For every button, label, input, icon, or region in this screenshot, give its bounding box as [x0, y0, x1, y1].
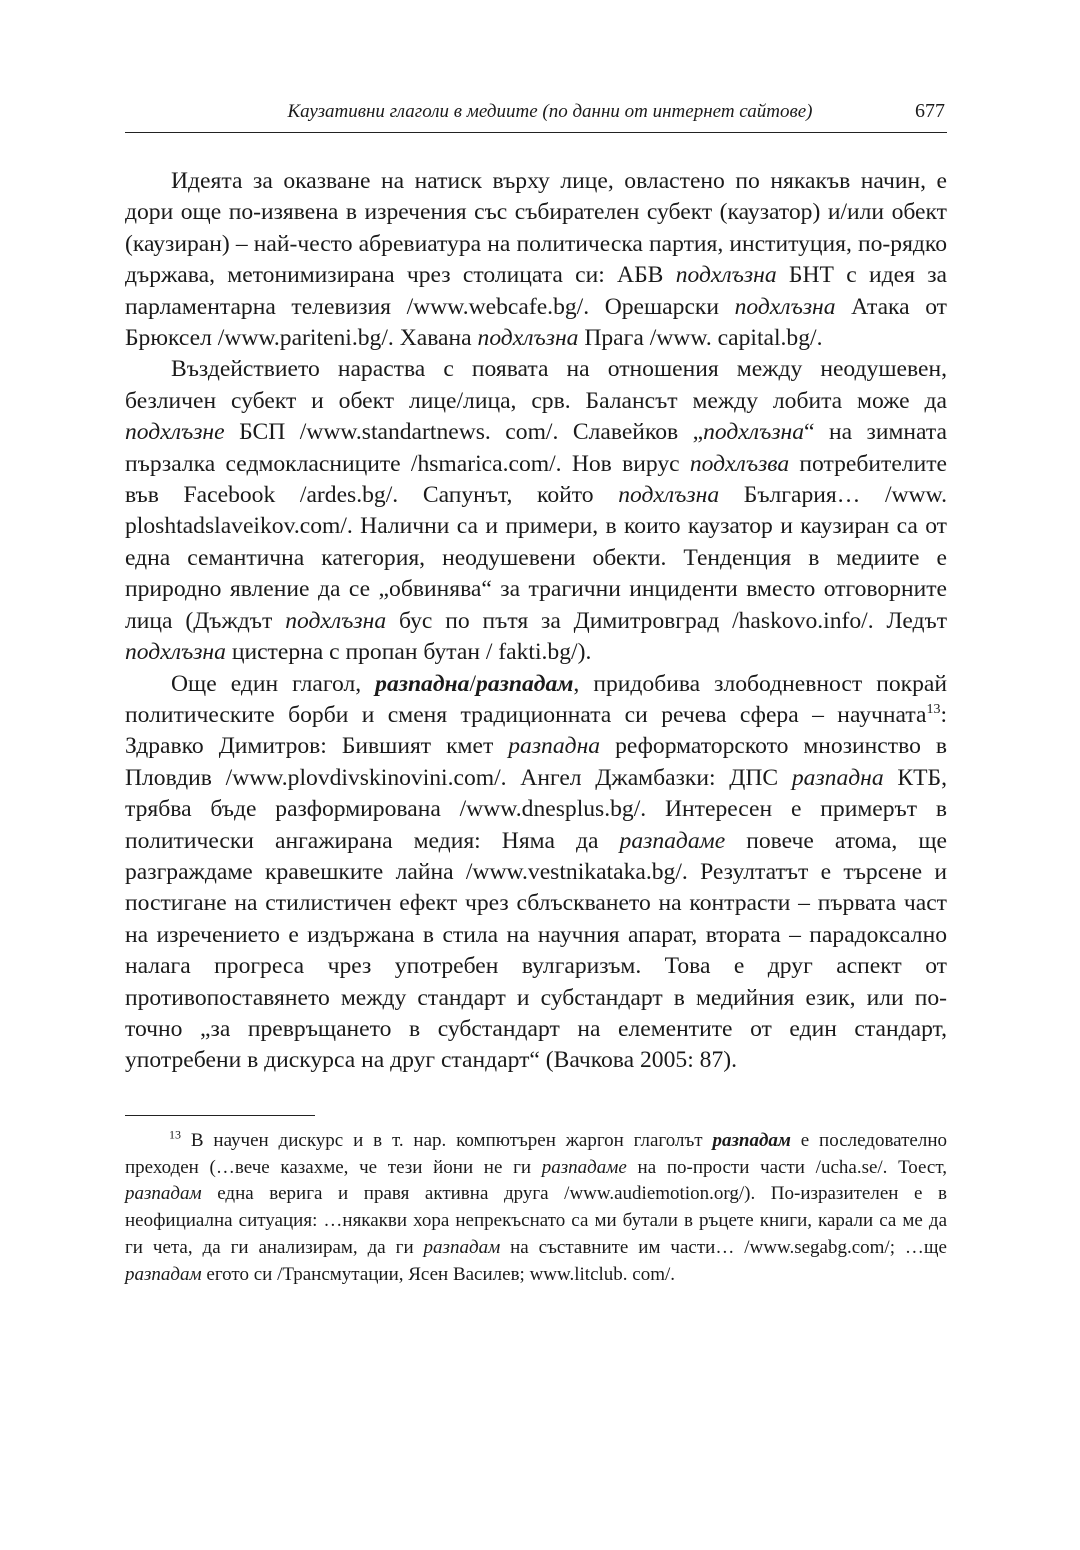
body-text: [125, 166, 947, 1077]
bold-italic-term: разпадна: [375, 670, 470, 697]
italic-term: подхлъзна: [703, 419, 805, 446]
footnote-separator: [125, 1115, 315, 1116]
italic-term: разпадаме: [541, 1156, 627, 1178]
paragraph: [125, 669, 947, 1077]
text-run: , придобива злободневност покрай политическите борби и сменя традиционната си речева сфера – научната: [125, 670, 947, 728]
italic-term: разпадна: [791, 764, 884, 791]
text-run: България… /www. ploshtadslaveikov.com/. Налични са и примери, в които каузатор и каузиран са от една семантична категория, неодушевени обекти. Тенденция в медиите е природно явление да се „обвинява“ за трагични инциденти вместо отговорните лица (Дъждът: [125, 482, 947, 634]
footnote-marker: 13: [169, 1127, 181, 1142]
text-run: е последователно преходен (…вече казахме, че тези йони не ги: [125, 1129, 948, 1178]
page-number: 677: [915, 100, 945, 122]
italic-term: разпадам: [125, 1183, 202, 1205]
italic-term: разпадна: [508, 733, 601, 760]
running-title: Каузативни глаголи в медиите (по данни от интернет сайтове): [287, 101, 813, 122]
italic-term: подхлъзна: [618, 482, 720, 509]
text-run: БНТ с идея за парламентарна телевизия /www.webcafe.bg/. Орешарски: [125, 262, 948, 320]
text-run: В научен дискурс и в т. нар. компютърен жаргон глаголът: [181, 1129, 713, 1151]
text-run: бус по пътя за Димитровград /haskovo.info/. Ледът: [386, 607, 948, 634]
bold-italic-term: разпадам: [476, 670, 574, 697]
text-run: Въздействието нараства с появата на отношения между неодушевен, безличен субект и обект лице/лица, срв. Балансът между лобита може да: [125, 356, 947, 414]
footnote-13: [125, 1128, 947, 1289]
italic-term: подхлъзва: [689, 450, 790, 477]
italic-term: разпадам: [423, 1236, 501, 1258]
running-header: [125, 100, 947, 133]
italic-term: подхлъзна: [734, 293, 836, 320]
text-run: “ на зимната пързалка седмокласниците /hsmarica.com/. Нов вирус: [125, 419, 947, 477]
italic-term: подхлъзна: [125, 639, 226, 666]
text-run: БСП /www.standartnews. com/. Славейков „: [224, 419, 704, 446]
text-run: реформаторското мнозинство в Пловдив /www.plovdivskinovini.com/. Ангел Джамбазки: ДПС: [125, 733, 947, 791]
paragraph: [125, 354, 947, 668]
text-run: егото си /Трансмутации, Ясен Василев; www.litclub. com/.: [201, 1263, 676, 1285]
italic-term: разпадаме: [619, 827, 726, 854]
text-run: Идеята за оказване на натиск върху лице, овластено по някакъв начин, е дори още по-изявена в изречения със събирателен субект (каузатор) и/или обект (каузиран) – най-често абревиатура на политическа партия, институция, по-рядко държава, метонимизирана чрез столицата си: АБВ: [125, 168, 947, 289]
bold-italic-term: разпадам: [712, 1129, 791, 1151]
text-run: Прага /www. capital.bg/.: [578, 325, 823, 352]
text-run: на по-прости части /ucha.se/. Тоест,: [626, 1156, 947, 1178]
text-run: Атака от Брюксел /www.pariteni.bg/. Хавана: [125, 293, 947, 352]
italic-term: подхлъзна: [675, 262, 777, 289]
text-run: цистерна с пропан бутан / fakti.bg/).: [225, 639, 592, 666]
text-run: повече атома, ще разграждаме кравешките лайна /www.vestnikataka.bg/. Резултатът е търсене и постигане на стилистичен ефект чрез сблъскването на контрасти – първата част на изречението е издържана в стила на научния апарат, втората – парадоксално налага прогреса чрез употребен вулгаризъм. Това е друг аспект от противопоставянето между стандарт и субстандарт в медийния език, или по-точно „за превръщането в субстандарт на елементите от един стандарт, употребени в дискурса на друг стандарт“ (Вачкова 2005: 87).: [125, 827, 947, 1074]
text-run: на съставните им части… /www.segabg.com/; …ще: [500, 1236, 947, 1258]
footnote-marker: 13: [926, 702, 941, 718]
italic-term: подхлъзна: [477, 325, 579, 352]
text-run: Още един глагол,: [171, 670, 376, 697]
text-run: потребителите във Facebook /ardes.bg/. Сапунът, който: [125, 450, 947, 509]
text-run: една верига и правя активна друга /www.audiemotion.org/). По-изразителен е в неофициална ситуация: …някакви хора непрекъснато са ми бутали в ръцете книги, карали са ме да ги чета, да ги анализирам, да ги: [125, 1183, 947, 1258]
italic-term: подхлъзна: [285, 607, 387, 634]
italic-term: разпадам: [125, 1263, 202, 1285]
text-run: КТБ, трябва бъде разформирована /www.dnesplus.bg/. Интересен е примерът в политически ангажирана медия: Няма да: [125, 764, 947, 854]
document-page: [125, 100, 947, 1308]
italic-term: подхлъзне: [125, 419, 225, 446]
text-run: /: [469, 670, 477, 697]
text-run: : Здравко Димитров: Бившият кмет: [125, 701, 947, 760]
paragraph: [125, 166, 947, 354]
